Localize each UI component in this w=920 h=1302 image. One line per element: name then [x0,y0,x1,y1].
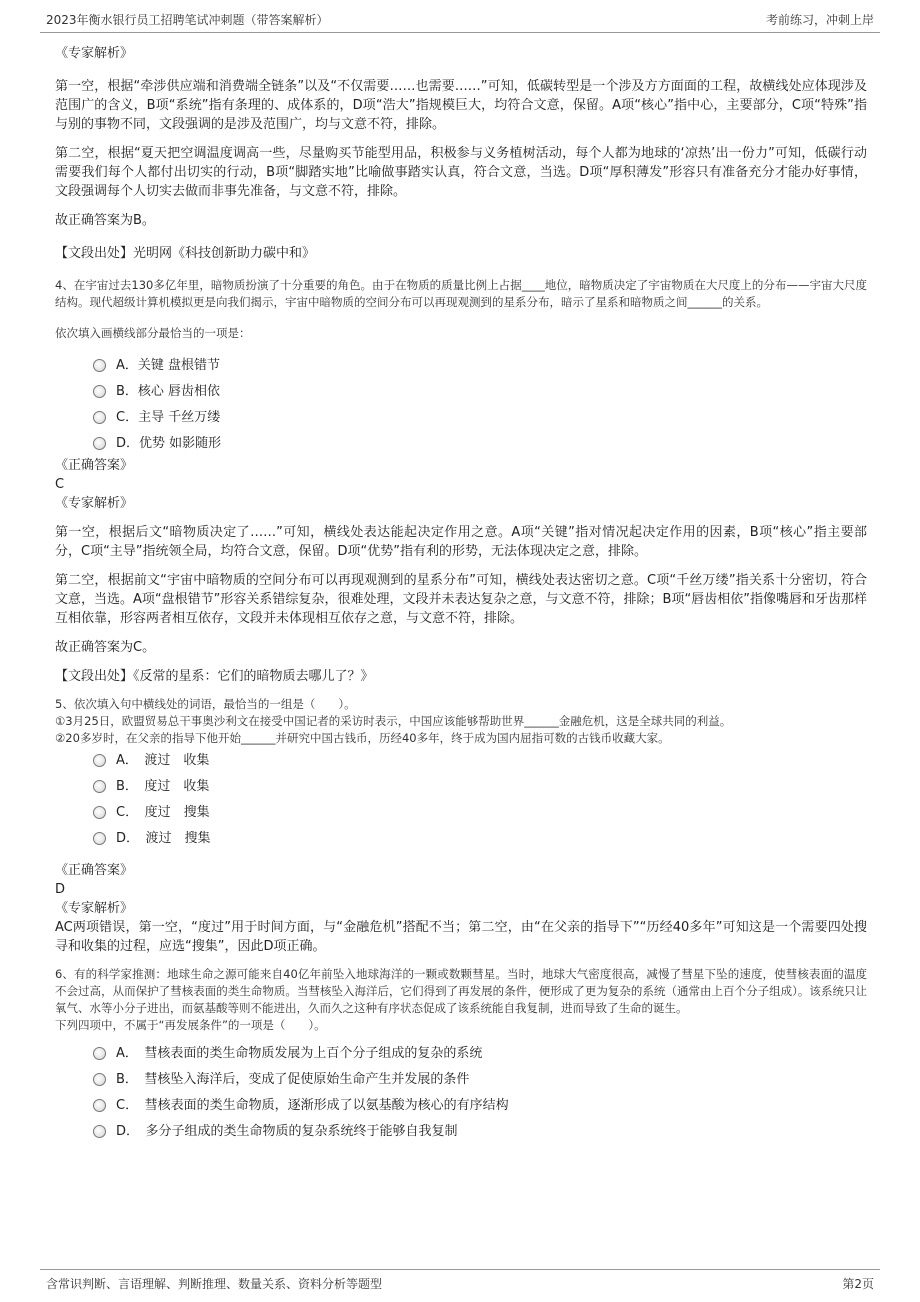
option-label: B． 彗核坠入海洋后，变成了促使原始生命产生并发展的条件 [116,1071,470,1087]
option-c[interactable] [93,799,867,825]
page-header [0,0,920,34]
radio-button[interactable] [93,359,106,372]
question-6 [55,966,867,1144]
radio-button[interactable] [93,1125,106,1138]
radio-button[interactable] [93,437,106,450]
sentence-1: ①3月25日，欧盟贸易总干事奥沙利文在接受中国记者的采访时表示，中国应该能够帮助世界______金融危机，这是全球共同的利益。 [55,714,732,728]
analysis-conclusion: 故正确答案为C。 [55,640,156,655]
radio-button[interactable] [93,806,106,819]
correct-answer-label: 《正确答案》 [55,863,134,878]
option-b[interactable] [93,1066,867,1092]
option-a[interactable] [93,352,867,378]
radio-button[interactable] [93,411,106,424]
correct-answer-label: 《正确答案》 [55,458,134,473]
option-label: C．主导 千丝万缕 [116,409,221,425]
text-source: 【文段出处】光明网《科技创新助力碳中和》 [55,246,316,261]
expert-analysis-label: 《专家解析》 [55,901,134,916]
radio-button[interactable] [93,780,106,793]
question-4 [55,277,867,686]
radio-button[interactable] [93,1047,106,1060]
option-label: C． 度过 搜集 [116,804,210,820]
header-slogan: 考前练习，冲刺上岸 [765,13,874,27]
radio-button[interactable] [93,385,106,398]
option-label: D．优势 如影随形 [116,435,222,451]
question-5 [55,696,867,956]
analysis-paragraph: 第一空，根据后文“暗物质决定了……”可知，横线处表达能起决定作用之意。A项“关键”指对情况起决定作用的因素，B项“核心”指主要部分，C项“主导”指统领全局，均符合文意，保留。D项“优势”指有利的形势，无法体现决定之意，排除。 [55,525,867,559]
page-content [55,44,867,1144]
option-a[interactable] [93,747,867,773]
option-b[interactable] [93,773,867,799]
radio-button[interactable] [93,754,106,767]
question-stem: 5、依次填入句中横线处的词语，最恰当的一组是（ ）。 [55,697,356,711]
footer-topics: 含常识判断、言语理解、判断推理、数量关系、资料分析等题型 [46,1277,383,1291]
text-source: 【文段出处】《反常的星系：它们的暗物质去哪儿了？》 [55,669,374,684]
option-c[interactable] [93,1092,867,1118]
option-d[interactable] [93,430,867,456]
expert-analysis-label: 《专家解析》 [55,496,134,511]
footer-divider [40,1269,880,1270]
option-label: C． 彗核表面的类生命物质，逐渐形成了以氨基酸为核心的有序结构 [116,1097,509,1113]
option-label: B． 度过 收集 [116,778,210,794]
option-label: A． 渡过 收集 [116,752,210,768]
option-c[interactable] [93,404,867,430]
radio-button[interactable] [93,1073,106,1086]
option-d[interactable] [93,825,867,851]
analysis-paragraph: 第二空，根据“夏天把空调温度调高一些，尽量购买节能型用品，积极参与义务植树活动，每个人都为地球的‘凉热’出一份力”可知，低碳行动需要我们每个人都付出切实的行动，B项“脚踏实地”比喻做事踏实认真，符合文意，当选。D项“厚积薄发”形容只有准备充分才能办好事情，文段强调每个人切实去做而非事先准备，与文意不符，排除。 [55,146,867,199]
question-instruction: 依次填入画横线部分最恰当的一项是： [55,326,251,340]
option-label: D． 渡过 搜集 [116,830,211,846]
question-stem: 6、有的科学家推测：地球生命之源可能来自40亿年前坠入地球海洋的一颗或数颗彗星。当时，地球大气密度很高，减慢了彗星下坠的速度，使彗核表面的温度不会过高，从而保护了彗核表面的类生命物质。当彗核坠入海洋后，它们得到了再发展的条件，便形成了更为复杂的系统（通常由上百个分子组成）。该系统只让氧气、水等小分子进出，而氨基酸等则不能进出，久而久之这种有序状态促成了该系统能自我复制，进而导致了生命的诞生。 [55,967,867,1015]
expert-analysis-label: 《专家解析》 [55,46,134,61]
sentence-2: ②20多岁时，在父亲的指导下他开始______并研究中国古钱币，历经40多年，终于成为国内屈指可数的古钱币收藏大家。 [55,731,670,745]
radio-button[interactable] [93,1099,106,1112]
option-a[interactable] [93,1040,867,1066]
correct-answer: D [55,882,66,897]
page-number: 第2页 [842,1277,874,1291]
option-label: A．关键 盘根错节 [116,357,221,373]
option-label: D． 多分子组成的类生命物质的复杂系统终于能够自我复制 [116,1123,458,1139]
analysis-paragraph: 第二空，根据前文“宇宙中暗物质的空间分布可以再现观测到的星系分布”可知，横线处表达密切之意。C项“千丝万缕”指关系十分密切，符合文意，当选。A项“盘根错节”形容关系错综复杂，很难处理，文段并未表达复杂之意，与文意不符，排除；B项“唇齿相依”指像嘴唇和牙齿那样互相依靠，形容两者相互依存，文段并未体现相互依存之意，与文意不符，排除。 [55,573,867,626]
header-divider [40,32,880,33]
question-prompt: 下列四项中，不属于“再发展条件”的一项是（ ）。 [55,1018,326,1032]
document-title: 2023年衡水银行员工招聘笔试冲刺题（带答案解析） [46,13,329,27]
option-label: A． 彗核表面的类生命物质发展为上百个分子组成的复杂的系统 [116,1045,483,1061]
option-d[interactable] [93,1118,867,1144]
analysis-conclusion: 故正确答案为B。 [55,213,155,228]
correct-answer: C [55,477,65,492]
radio-button[interactable] [93,832,106,845]
question-stem: 4、在宇宙过去130多亿年里，暗物质扮演了十分重要的角色。由于在物质的质量比例上占据____地位，暗物质决定了宇宙物质在大尺度上的分布——宇宙大尺度结构。现代超级计算机模拟更是向我们揭示，宇宙中暗物质的空间分布可以再现观测到的星系分布，暗示了星系和暗物质之间______的关系。 [55,278,867,309]
option-b[interactable] [93,378,867,404]
analysis-paragraph: 第一空，根据“牵涉供应端和消费端全链条”以及“不仅需要……也需要……”可知，低碳转型是一个涉及方方面面的工程，故横线处应体现涉及范围广的含义，B项“系统”指有条理的、成体系的，D项“浩大”指规模巨大，均符合文意，保留。A项“核心”指中心，主要部分，C项“特殊”指与别的事物不同，文段强调的是涉及范围广，均与文意不符，排除。 [55,79,867,132]
analysis-paragraph: AC两项错误，第一空，“度过”用于时间方面，与“金融危机”搭配不当；第二空，由“在父亲的指导下”“历经40多年”可知这是一个需要四处搜寻和收集的过程，应选“搜集”，因此D项正确。 [55,920,867,954]
option-label: B．核心 唇齿相依 [116,383,221,399]
